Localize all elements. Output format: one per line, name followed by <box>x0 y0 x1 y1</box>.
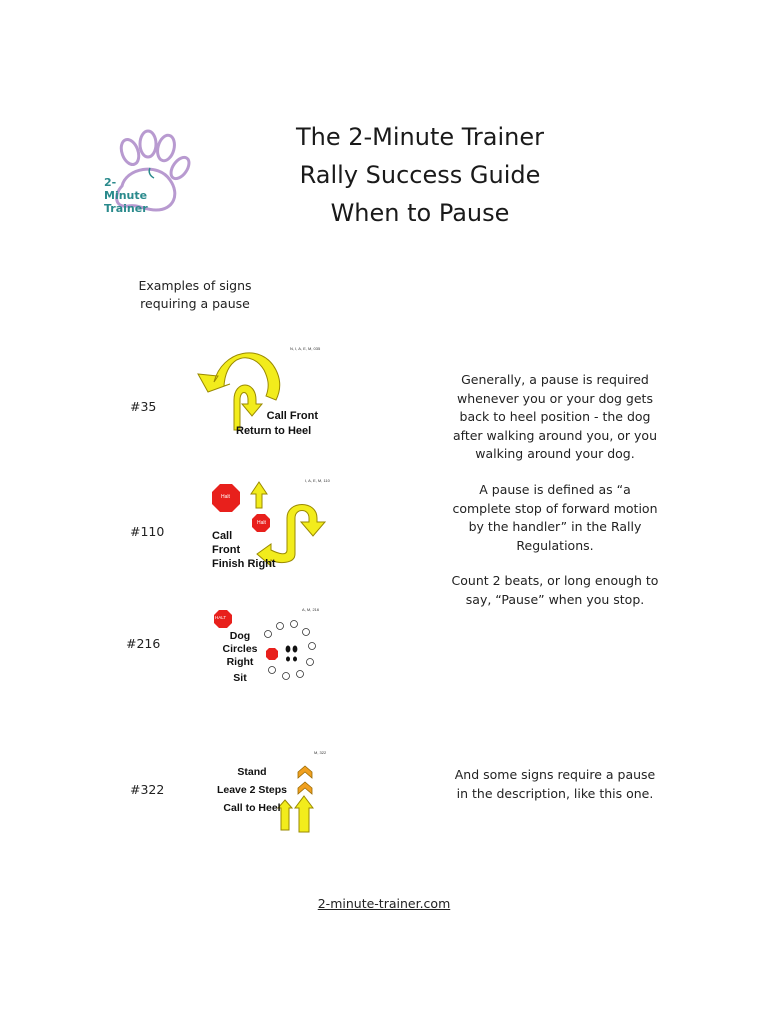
sign-label: Return to Heel <box>236 425 312 437</box>
paragraph-count-beats: Count 2 beats, or long enough to say, “Pause” when you stop. <box>451 573 659 607</box>
sign-code: A, M, 216 <box>302 607 320 612</box>
arrow-up-icon <box>251 482 267 508</box>
sign-label: Front <box>212 544 241 556</box>
sign-number: #35 <box>130 399 157 414</box>
halt-label: Halt <box>221 494 230 500</box>
sign-label: Call <box>212 530 233 542</box>
sign-label: Dog <box>229 630 251 642</box>
rally-sign-216 <box>210 604 330 694</box>
halt-label: HALT <box>215 615 227 620</box>
sign-code: M, 322 <box>314 750 327 755</box>
paragraph-pause-general: Generally, a pause is required whenever you or your dog gets back to heel position - the dog after walking around you, or you walking around your dog. <box>452 372 657 461</box>
sign-number: #322 <box>130 782 165 797</box>
sign-label: Leave 2 Steps <box>216 784 288 796</box>
sign-label: Finish Right <box>212 558 276 570</box>
halt-stop-icon <box>266 648 278 660</box>
rally-sign-110 <box>205 474 340 574</box>
sign-code: N, I, A, E, M, 035 <box>290 346 321 351</box>
paragraph-pause-definition: A pause is defined as “a complete stop of forward motion by the handler” in the Rally Regulations. <box>452 482 658 553</box>
logo-text: 2- Minute Trainer <box>104 176 148 215</box>
sign-code: I, A, E, M, 110 <box>305 478 330 483</box>
footer-link[interactable]: 2-minute-trainer.com <box>317 896 451 911</box>
examples-caption: Examples of signs requiring a pause <box>138 278 252 311</box>
sign-label: Right <box>226 656 254 668</box>
halt-label: Halt <box>257 520 266 526</box>
sign-label: Stand <box>237 766 267 778</box>
sign-label: Sit <box>233 672 247 684</box>
title-line: When to Pause <box>330 199 510 227</box>
rally-sign-322 <box>212 746 332 836</box>
sign-number: #110 <box>130 524 165 539</box>
title-line: The 2-Minute Trainer <box>295 123 544 151</box>
title-line: Rally Success Guide <box>299 161 541 189</box>
sign-label: Call Front <box>266 410 318 422</box>
sign-label: Circles <box>222 643 258 655</box>
paragraph-description-pause: And some signs require a pause in the description, like this one. <box>454 767 656 801</box>
page-title <box>220 118 620 232</box>
chevron-icon <box>298 766 312 794</box>
rally-sign-35 <box>190 340 350 440</box>
sign-label: Call to Heel <box>223 802 281 814</box>
sign-number: #216 <box>126 636 161 651</box>
footprints-icon <box>286 646 298 662</box>
